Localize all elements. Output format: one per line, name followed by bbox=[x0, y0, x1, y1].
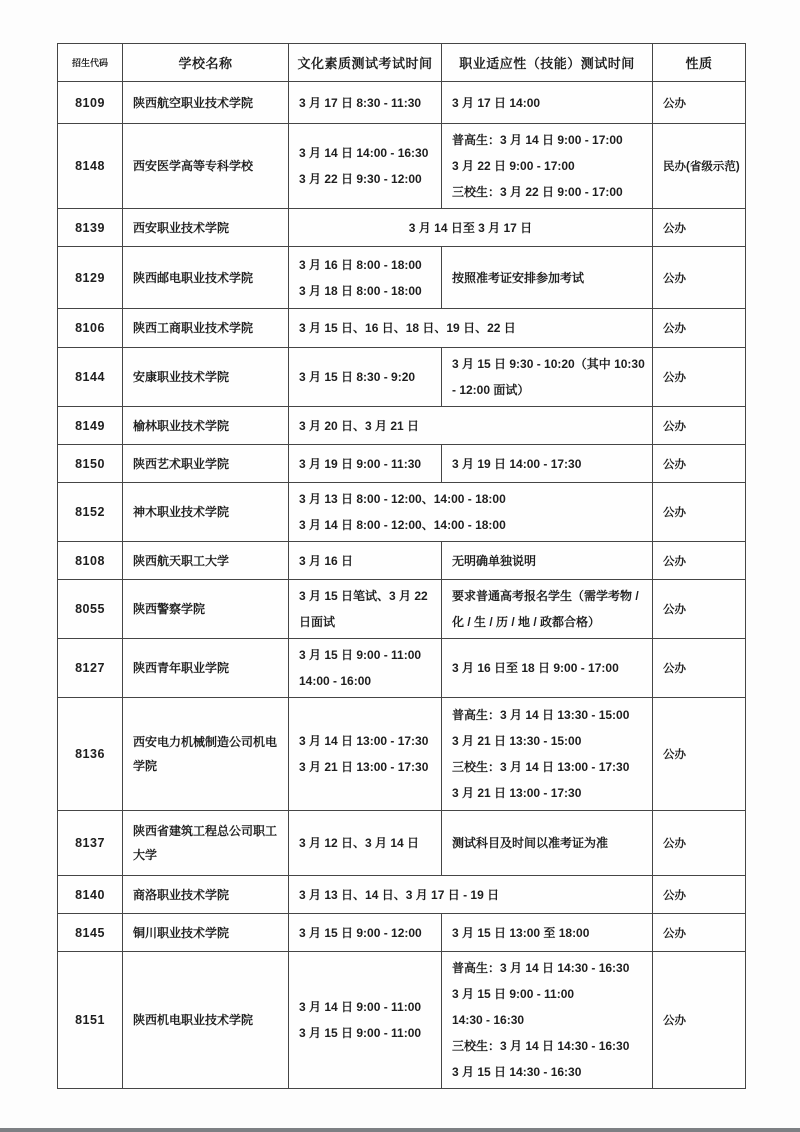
school-name-cell: 铜川职业技术学院 bbox=[123, 914, 289, 952]
table-row bbox=[58, 407, 746, 445]
school-name-cell: 陕西省建筑工程总公司职工大学 bbox=[123, 811, 289, 876]
nature-cell: 公办 bbox=[653, 82, 746, 124]
time-text-line: 3 月 13 日、14 日、3 月 17 日 - 19 日 bbox=[299, 887, 500, 902]
aptitude-test-time-cell bbox=[442, 445, 653, 483]
nature-cell: 公办 bbox=[653, 309, 746, 348]
time-text-line: 3 月 19 日 9:00 - 11:30 bbox=[299, 456, 422, 471]
time-text-line: 3 月 15 日 9:30 - 10:20（其中 10:30 bbox=[452, 357, 645, 371]
aptitude-test-time-cell bbox=[442, 348, 653, 407]
culture-test-time-cell bbox=[289, 348, 442, 407]
time-text-line: 3 月 15 日 9:00 - 12:00 bbox=[299, 925, 422, 940]
school-name-cell: 榆林职业技术学院 bbox=[123, 407, 289, 445]
time-text-line: 3 月 14 日 14:00 - 16:30 bbox=[299, 146, 429, 160]
nature-cell: 公办 bbox=[653, 247, 746, 309]
table-row bbox=[58, 82, 746, 124]
table-row bbox=[58, 209, 746, 247]
culture-test-time-cell bbox=[289, 247, 442, 309]
nature-cell: 公办 bbox=[653, 580, 746, 639]
school-name-cell: 陕西机电职业技术学院 bbox=[123, 952, 289, 1089]
nature-cell: 民办(省级示范) bbox=[653, 124, 746, 209]
table-header-row bbox=[58, 44, 746, 82]
enrollment-code-cell: 8152 bbox=[58, 483, 123, 542]
time-text-line: 3 月 12 日、3 月 14 日 bbox=[299, 836, 420, 850]
header-aptitude-test-time: 职业适应性（技能）测试时间 bbox=[442, 44, 653, 82]
header-school-name: 学校名称 bbox=[123, 44, 289, 82]
table-row bbox=[58, 445, 746, 483]
merged-test-time-cell bbox=[289, 407, 653, 445]
enrollment-code-cell: 8145 bbox=[58, 914, 123, 952]
table-row bbox=[58, 348, 746, 407]
header-culture-test-time: 文化素质测试考试时间 bbox=[289, 44, 442, 82]
nature-cell: 公办 bbox=[653, 914, 746, 952]
school-name-cell: 陕西航空职业技术学院 bbox=[123, 82, 289, 124]
time-text-line: 3 月 22 日 9:30 - 12:00 bbox=[299, 172, 422, 186]
culture-test-time-cell bbox=[289, 698, 442, 811]
nature-cell: 公办 bbox=[653, 811, 746, 876]
table-row bbox=[58, 876, 746, 914]
table-row bbox=[58, 247, 746, 309]
time-text-line: 三校生：3 月 22 日 9:00 - 17:00 bbox=[452, 185, 623, 199]
time-text-line: 3 月 15 日笔试、3 月 22 bbox=[299, 589, 428, 603]
nature-cell: 公办 bbox=[653, 445, 746, 483]
time-text-line: 要求普通高考报名学生（需学考物 / bbox=[452, 589, 639, 603]
aptitude-test-time-cell bbox=[442, 542, 653, 580]
school-name-cell: 陕西警察学院 bbox=[123, 580, 289, 639]
school-name-cell: 陕西艺术职业学院 bbox=[123, 445, 289, 483]
nature-cell: 公办 bbox=[653, 483, 746, 542]
table-row bbox=[58, 542, 746, 580]
time-text-line: 化 / 生 / 历 / 地 / 政都合格） bbox=[452, 615, 601, 629]
culture-test-time-cell bbox=[289, 914, 442, 952]
time-text-line: 3 月 21 日 13:00 - 17:30 bbox=[452, 786, 582, 800]
table-row bbox=[58, 698, 746, 811]
time-text-line: 3 月 14 日 8:00 - 12:00、14:00 - 18:00 bbox=[299, 518, 506, 532]
nature-cell: 公办 bbox=[653, 407, 746, 445]
time-text-line: 3 月 14 日至 3 月 17 日 bbox=[408, 220, 533, 235]
enrollment-code-cell: 8127 bbox=[58, 639, 123, 698]
culture-test-time-cell bbox=[289, 580, 442, 639]
time-text-line: 3 月 15 日 8:30 - 9:20 bbox=[299, 370, 416, 384]
aptitude-test-time-cell bbox=[442, 124, 653, 209]
time-text-line: 3 月 15 日 9:00 - 11:00 bbox=[299, 648, 422, 662]
school-name-cell: 商洛职业技术学院 bbox=[123, 876, 289, 914]
enrollment-code-cell: 8148 bbox=[58, 124, 123, 209]
aptitude-test-time-cell bbox=[442, 639, 653, 698]
enrollment-code-cell: 8109 bbox=[58, 82, 123, 124]
table-row bbox=[58, 914, 746, 952]
table-row bbox=[58, 952, 746, 1089]
time-text-line: 3 月 21 日 13:00 - 17:30 bbox=[299, 760, 429, 774]
aptitude-test-time-cell bbox=[442, 952, 653, 1089]
table-row bbox=[58, 124, 746, 209]
nature-cell: 公办 bbox=[653, 698, 746, 811]
time-text-line: 3 月 19 日 14:00 - 17:30 bbox=[452, 456, 582, 471]
header-nature: 性质 bbox=[653, 44, 746, 82]
time-text-line: 三校生：3 月 14 日 14:30 - 16:30 bbox=[452, 1039, 630, 1053]
enrollment-code-cell: 8108 bbox=[58, 542, 123, 580]
school-name-cell: 陕西航天职工大学 bbox=[123, 542, 289, 580]
enrollment-code-cell: 8150 bbox=[58, 445, 123, 483]
school-name-cell: 西安电力机械制造公司机电学院 bbox=[123, 698, 289, 811]
nature-cell: 公办 bbox=[653, 348, 746, 407]
time-text-line: 3 月 20 日、3 月 21 日 bbox=[299, 418, 420, 433]
school-name-cell: 西安职业技术学院 bbox=[123, 209, 289, 247]
enrollment-code-cell: 8149 bbox=[58, 407, 123, 445]
time-text-line: 3 月 16 日 8:00 - 18:00 bbox=[299, 257, 422, 272]
time-text-line: - 12:00 面试） bbox=[452, 383, 530, 397]
school-name-cell: 陕西邮电职业技术学院 bbox=[123, 247, 289, 309]
time-text-line: 3 月 21 日 13:30 - 15:00 bbox=[452, 734, 582, 748]
time-text-line: 3 月 13 日 8:00 - 12:00、14:00 - 18:00 bbox=[299, 492, 506, 506]
nature-cell: 公办 bbox=[653, 952, 746, 1089]
time-text-line: 3 月 14 日 9:00 - 11:00 bbox=[299, 1000, 422, 1014]
enrollment-code-cell: 8139 bbox=[58, 209, 123, 247]
exam-schedule-table bbox=[57, 43, 746, 1089]
aptitude-test-time-cell bbox=[442, 811, 653, 876]
school-name-cell: 陕西青年职业学院 bbox=[123, 639, 289, 698]
header-enrollment-code: 招生代码 bbox=[58, 44, 123, 82]
time-text-line: 3 月 15 日 9:00 - 11:00 bbox=[299, 1026, 422, 1040]
time-text-line: 3 月 15 日 13:00 至 18:00 bbox=[452, 925, 590, 940]
merged-test-time-cell bbox=[289, 309, 653, 348]
enrollment-code-cell: 8055 bbox=[58, 580, 123, 639]
merged-test-time-cell bbox=[289, 876, 653, 914]
merged-test-time-cell bbox=[289, 209, 653, 247]
time-text-line: 三校生：3 月 14 日 13:00 - 17:30 bbox=[452, 760, 630, 774]
culture-test-time-cell bbox=[289, 811, 442, 876]
time-text-line: 3 月 17 日 8:30 - 11:30 bbox=[299, 95, 422, 110]
school-name-cell: 安康职业技术学院 bbox=[123, 348, 289, 407]
time-text-line: 普高生：3 月 14 日 14:30 - 16:30 bbox=[452, 961, 630, 975]
time-text-line: 3 月 22 日 9:00 - 17:00 bbox=[452, 159, 575, 173]
culture-test-time-cell bbox=[289, 82, 442, 124]
aptitude-test-time-cell bbox=[442, 580, 653, 639]
time-text-line: 3 月 18 日 8:00 - 18:00 bbox=[299, 283, 422, 298]
table-row bbox=[58, 483, 746, 542]
aptitude-test-time-cell bbox=[442, 698, 653, 811]
time-text-line: 3 月 15 日 14:30 - 16:30 bbox=[452, 1065, 582, 1079]
time-text-line: 14:30 - 16:30 bbox=[452, 1013, 525, 1027]
time-text-line: 3 月 15 日 9:00 - 11:00 bbox=[452, 987, 575, 1001]
enrollment-code-cell: 8151 bbox=[58, 952, 123, 1089]
time-text-line: 普高生：3 月 14 日 9:00 - 17:00 bbox=[452, 133, 623, 147]
time-text-line: 普高生：3 月 14 日 13:30 - 15:00 bbox=[452, 708, 630, 722]
culture-test-time-cell bbox=[289, 445, 442, 483]
school-name-cell: 西安医学高等专科学校 bbox=[123, 124, 289, 209]
time-text-line: 测试科目及时间以准考证为准 bbox=[452, 836, 609, 850]
table-row bbox=[58, 580, 746, 639]
table-row bbox=[58, 309, 746, 348]
enrollment-code-cell: 8129 bbox=[58, 247, 123, 309]
aptitude-test-time-cell bbox=[442, 914, 653, 952]
nature-cell: 公办 bbox=[653, 209, 746, 247]
time-text-line: 3 月 17 日 14:00 bbox=[452, 95, 541, 110]
time-text-line: 3 月 16 日至 18 日 9:00 - 17:00 bbox=[452, 661, 619, 675]
enrollment-code-cell: 8106 bbox=[58, 309, 123, 348]
time-text-line: 按照准考证安排参加考试 bbox=[452, 270, 585, 285]
culture-test-time-cell bbox=[289, 124, 442, 209]
nature-cell: 公办 bbox=[653, 542, 746, 580]
school-name-cell: 神木职业技术学院 bbox=[123, 483, 289, 542]
culture-test-time-cell bbox=[289, 952, 442, 1089]
nature-cell: 公办 bbox=[653, 639, 746, 698]
enrollment-code-cell: 8136 bbox=[58, 698, 123, 811]
time-text-line: 14:00 - 16:00 bbox=[299, 674, 372, 688]
aptitude-test-time-cell bbox=[442, 247, 653, 309]
table-row bbox=[58, 811, 746, 876]
culture-test-time-cell bbox=[289, 542, 442, 580]
time-text-line: 日面试 bbox=[299, 615, 336, 629]
aptitude-test-time-cell bbox=[442, 82, 653, 124]
time-text-line: 3 月 15 日、16 日、18 日、19 日、22 日 bbox=[299, 321, 516, 335]
enrollment-code-cell: 8144 bbox=[58, 348, 123, 407]
merged-test-time-cell bbox=[289, 483, 653, 542]
enrollment-code-cell: 8140 bbox=[58, 876, 123, 914]
nature-cell: 公办 bbox=[653, 876, 746, 914]
time-text-line: 无明确单独说明 bbox=[452, 553, 537, 568]
culture-test-time-cell bbox=[289, 639, 442, 698]
time-text-line: 3 月 16 日 bbox=[299, 553, 354, 568]
school-name-cell: 陕西工商职业技术学院 bbox=[123, 309, 289, 348]
enrollment-code-cell: 8137 bbox=[58, 811, 123, 876]
table-row bbox=[58, 639, 746, 698]
time-text-line: 3 月 14 日 13:00 - 17:30 bbox=[299, 734, 429, 748]
page-bottom-bar bbox=[0, 1128, 800, 1132]
